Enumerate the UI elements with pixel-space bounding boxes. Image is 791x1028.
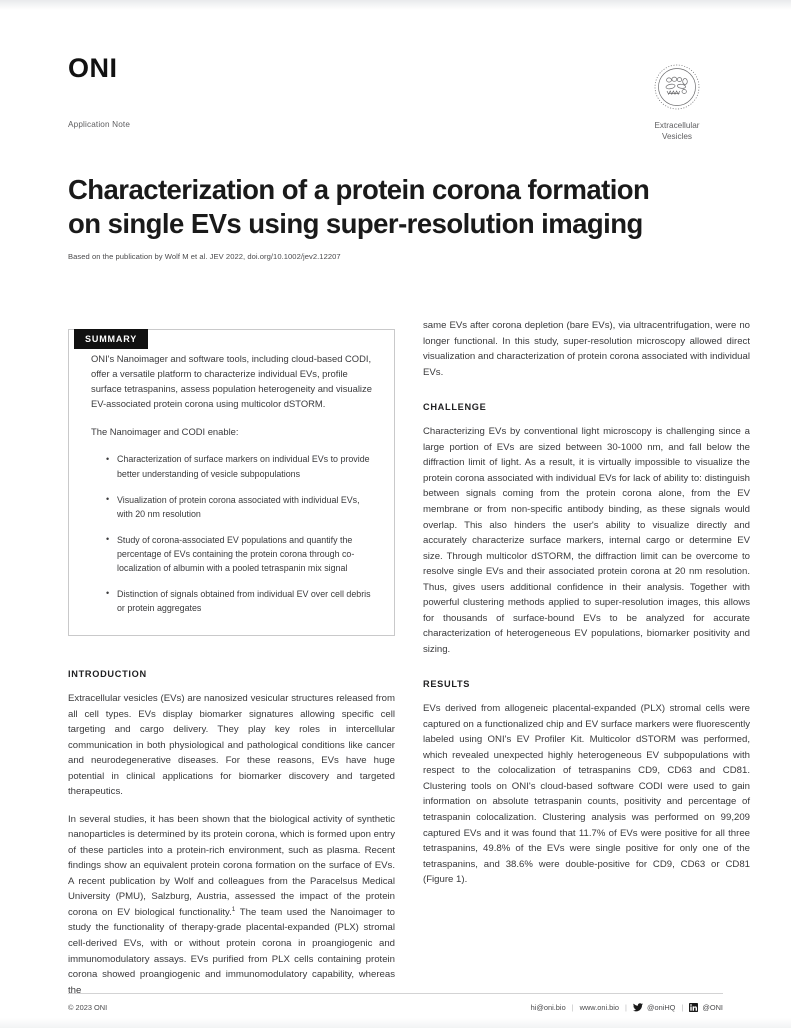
- twitter-bird-icon: [633, 1003, 643, 1012]
- summary-tag: SUMMARY: [74, 329, 148, 349]
- summary-paragraph-1: ONI's Nanoimager and software tools, including cloud-based CODI, offer a versatile platform to characterize individual EVs, profile surface tetraspanins, assess population heterogeneity and visualize EV-associated protein corona using multicolor dSTORM.: [91, 353, 372, 409]
- footer-separator: |: [625, 1003, 627, 1012]
- linkedin-icon: [689, 1003, 698, 1012]
- footnote-marker: 1: [231, 905, 236, 913]
- challenge-paragraph: Characterizing EVs by conventional light microscopy is challenging since a large portion of EVs are sized between 30-1000 nm, and fall below the diffraction limit of light. As a result, it is virtually impossible to visualize the protein corona associated with individual EVs for lack of ability to: distinguish between signals coming from the protein corona alone, from the EV membrane or from non-specific antibody binding, as these signals would overlap. This also hinders the user's ability to visualize directly and accurately characterize surface markers, internal cargo or determine EV size. Through multicolor dSTORM, the diffraction limit can be overcome to resolve single EVs and their associated protein corona at 20 nm resolution. Thus, gives users additional confidence in their analysis. Together with powerful clustering methods applied to super-resolution images, this allows for thousands of surface-bound EVs to be analyzed for accurate characterization of heterogeneous EV populations, biomarker positivity and sizing.: [423, 426, 750, 655]
- summary-section: [68, 329, 395, 636]
- header-badge: [631, 62, 723, 142]
- summary-bullet-list: [91, 452, 372, 615]
- footer-website[interactable]: www.oni.bio: [579, 1003, 620, 1012]
- list-item: • Visualization of protein corona associated with individual EVs, with 20 nm resolution: [106, 493, 372, 521]
- introduction-paragraph-2: [68, 812, 395, 998]
- page-header: [68, 0, 723, 165]
- title-block: [68, 173, 723, 261]
- page-title: Characterization of a protein corona formation on single EVs using super-resolution imaging: [68, 174, 650, 240]
- footer-email[interactable]: hi@oni.bio: [530, 1003, 566, 1012]
- document-kind-label: Application Note: [68, 120, 131, 129]
- oni-logo: ONI: [68, 53, 118, 83]
- footer-linkedin-handle: @ONI: [702, 1003, 723, 1012]
- list-item: • Distinction of signals obtained from individual EV over cell debris or protein aggregates: [106, 587, 372, 615]
- results-paragraph: EVs derived from allogeneic placental-expanded (PLX) stromal cells were captured on a functionalized chip and EV surface markers were fluorescently labeled using ONI's EV Profiler Kit. Multicolor dSTORM was performed, which revealed unexpected highly heterogeneous EV subpopulations with respect to the colocalization of tetraspanins CD9, CD63 and CD81. Clustering tools on ONI's cloud-based software CODI were used to gain information on absolute tetraspanin counts, positivity and percentage of tetraspanin colocalization. Clustering analysis was performed on 99,209 captured EVs and it was found that 11.7% of EVs were positive for all three tetraspanins, 49.8% of the EVs were single positive for only one of the tetraspanins, and 38.6% were double-positive for CD9, CD63 or CD81 (Figure 1).: [423, 703, 750, 886]
- list-item: • Study of corona-associated EV populations and quantify the percentage of EVs containing the protein corona through co-localization of albumin with a pooled tetraspanin mix signal: [106, 533, 372, 575]
- right-column: [423, 318, 750, 998]
- extracellular-vesicles-icon: [652, 62, 702, 112]
- footer-contact-links: [531, 1003, 723, 1012]
- challenge-heading: CHALLENGE: [423, 402, 487, 413]
- footer-separator: |: [681, 1003, 684, 1012]
- introduction-heading: INTRODUCTION: [68, 669, 147, 680]
- footer-copyright: © 2023 ONI: [68, 1003, 108, 1012]
- introduction-paragraph-1: Extracellular vesicles (EVs) are nanosized vesicular structures released from all cell types. EVs display biomarker signatures allowing specific cell targeting and cargo delivery. They play key roles in intercellular communication in both physiological and pathological conditions like cancer and neurodegenerative diseases. For these reasons, EVs have huge potential in clinical applications for biomarker discovery and targeted therapeutics.: [68, 693, 395, 798]
- intro-p2-part-1: In several studies, it has been shown that the biological activity of synthetic nanoparticles is determined by its protein corona, which is formed upon entry of these particles into a protein-rich environment, such as plasma. Recent findings show an equivalent protein corona formation on the surface of EVs. A recent publication by Wolf and colleagues from the Paracelsus Medical University (PMU), Salzburg, Austria, assessed the impact of the protein corona on EV biological functionality.: [68, 813, 395, 918]
- results-heading: RESULTS: [423, 679, 471, 690]
- footer-linkedin-link[interactable]: [689, 1003, 723, 1012]
- summary-box: [68, 329, 395, 636]
- badge-label-line-1: Extracellular: [654, 121, 700, 130]
- content-columns: [68, 318, 750, 998]
- footer-twitter-handle: @oniHQ: [646, 1003, 676, 1012]
- summary-paragraph-2: The Nanoimager and CODI enable:: [91, 425, 239, 437]
- footer-twitter-link[interactable]: [633, 1003, 675, 1012]
- introduction-continuation: same EVs after corona depletion (bare EVs), via ultracentrifugation, were no longer functional. In this study, super-resolution microscopy allowed direct visualization and characterization of protein corona associated with individual EVs.: [423, 320, 750, 378]
- footer-separator: |: [571, 1003, 574, 1012]
- badge-label-line-2: Vesicles: [661, 132, 693, 142]
- left-column: [68, 318, 395, 998]
- list-item: • Characterization of surface markers on individual EVs to provide better understanding of vesicle subpopulations: [106, 452, 372, 480]
- publication-reference: Based on the publication by Wolf M et al. JEV 2022, doi.org/10.1002/jev2.12207: [68, 252, 341, 262]
- intro-p2-part-2: The team used the Nanoimager to study the functionality of therapy-grade placental-expanded (PLX) stromal cell-derived EVs, with or without protein corona in proangiogenic and immunomodulatory assays. EVs purified from PLX cells containing protein corona showed proangiogenic and immunomodulatory capability, whereas the: [68, 906, 395, 996]
- page-footer: [68, 993, 723, 1012]
